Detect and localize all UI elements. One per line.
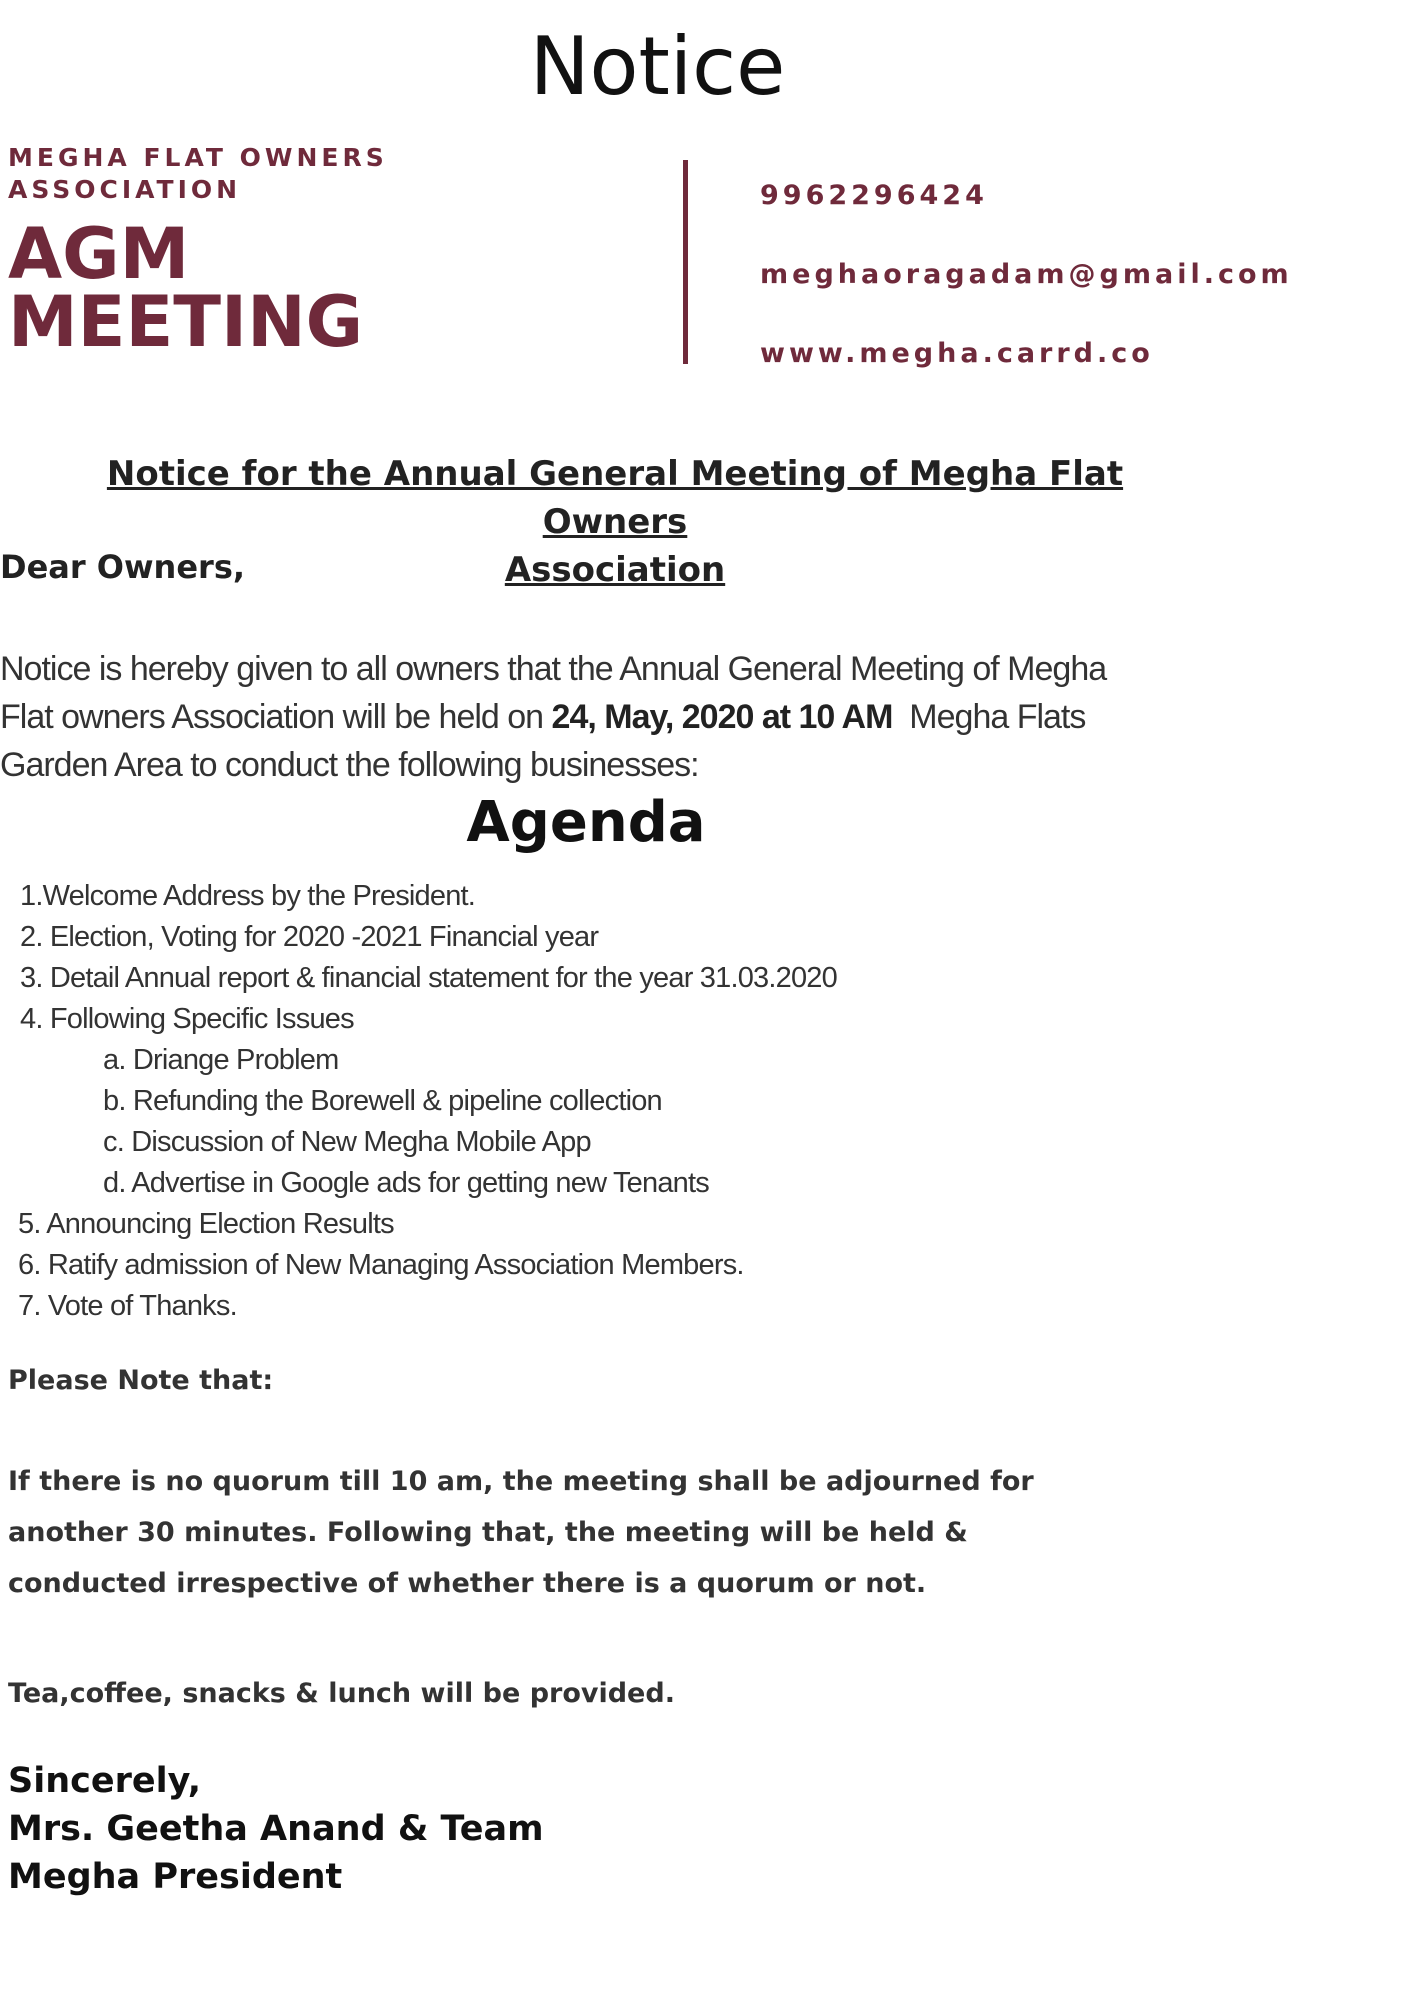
refreshments-note: Tea,coffee, snacks & lunch will be provided.	[8, 1678, 675, 1709]
note-line: another 30 minutes. Following that, the meeting will be held &	[8, 1517, 968, 1548]
intro-line2-pre: Flat owners Association will be held on	[0, 698, 552, 736]
notice-heading-line1: Notice for the Annual General Meeting of Megha Flat Owners	[106, 454, 1124, 542]
signatory-role: Megha President	[8, 1857, 343, 1897]
signature-block	[8, 1757, 544, 1901]
agenda-subitem: d. Advertise in Google ads for getting new Tenants	[103, 1167, 709, 1199]
agenda-item: 4. Following Specific Issues	[20, 1003, 354, 1035]
intro-line2-post: Megha Flats	[892, 698, 1086, 736]
intro-line1: Notice is hereby given to all owners that the Annual General Meeting of Megha	[0, 650, 1107, 688]
signatory-name: Mrs. Geetha Anand & Team	[8, 1809, 544, 1849]
agenda-subitem: b. Refunding the Borewell & pipeline collection	[103, 1085, 662, 1117]
event-title-line1: AGM	[8, 213, 190, 295]
agenda-item: 6. Ratify admission of New Managing Association Members.	[18, 1249, 744, 1281]
greeting: Dear Owners,	[0, 548, 246, 586]
closing: Sincerely,	[8, 1761, 201, 1801]
meeting-datetime: 24, May, 2020 at 10 AM	[551, 698, 893, 736]
intro-line3: Garden Area to conduct the following businesses:	[0, 746, 699, 784]
note-label: Please Note that:	[8, 1365, 274, 1396]
notice-heading-line2: Association	[504, 550, 726, 590]
event-title-line2: MEETING	[8, 281, 364, 363]
agenda-item: 5. Announcing Election Results	[18, 1208, 394, 1240]
agenda-item: 3. Detail Annual report & financial statement for the year 31.03.2020	[20, 962, 837, 994]
intro-line2	[0, 693, 1160, 741]
agenda-subitem: c. Discussion of New Megha Mobile App	[103, 1126, 591, 1158]
contact-website: www.megha.carrd.co	[760, 338, 1154, 369]
event-title	[8, 213, 364, 363]
intro-paragraph	[0, 645, 1160, 789]
agenda-title: Agenda	[466, 790, 706, 855]
association-name-line2: ASSOCIATION	[8, 175, 242, 204]
contact-email: meghaoragadam@gmail.com	[760, 259, 1293, 290]
agenda-item: 1.Welcome Address by the President.	[20, 880, 476, 912]
note-line: conducted irrespective of whether there is a quorum or not.	[8, 1568, 927, 1599]
association-name-line1: MEGHA FLAT OWNERS	[8, 143, 388, 172]
vertical-divider	[683, 160, 688, 364]
note-line: If there is no quorum till 10 am, the meeting shall be adjourned for	[8, 1466, 1034, 1497]
agenda-subitem: a. Driange Problem	[103, 1044, 339, 1076]
association-name	[8, 142, 388, 206]
notice-title: Notice	[529, 20, 786, 113]
contact-phone: 9962296424	[760, 180, 988, 211]
agenda-item: 2. Election, Voting for 2020 -2021 Financial year	[20, 921, 599, 953]
agenda-item: 7. Vote of Thanks.	[18, 1290, 237, 1322]
